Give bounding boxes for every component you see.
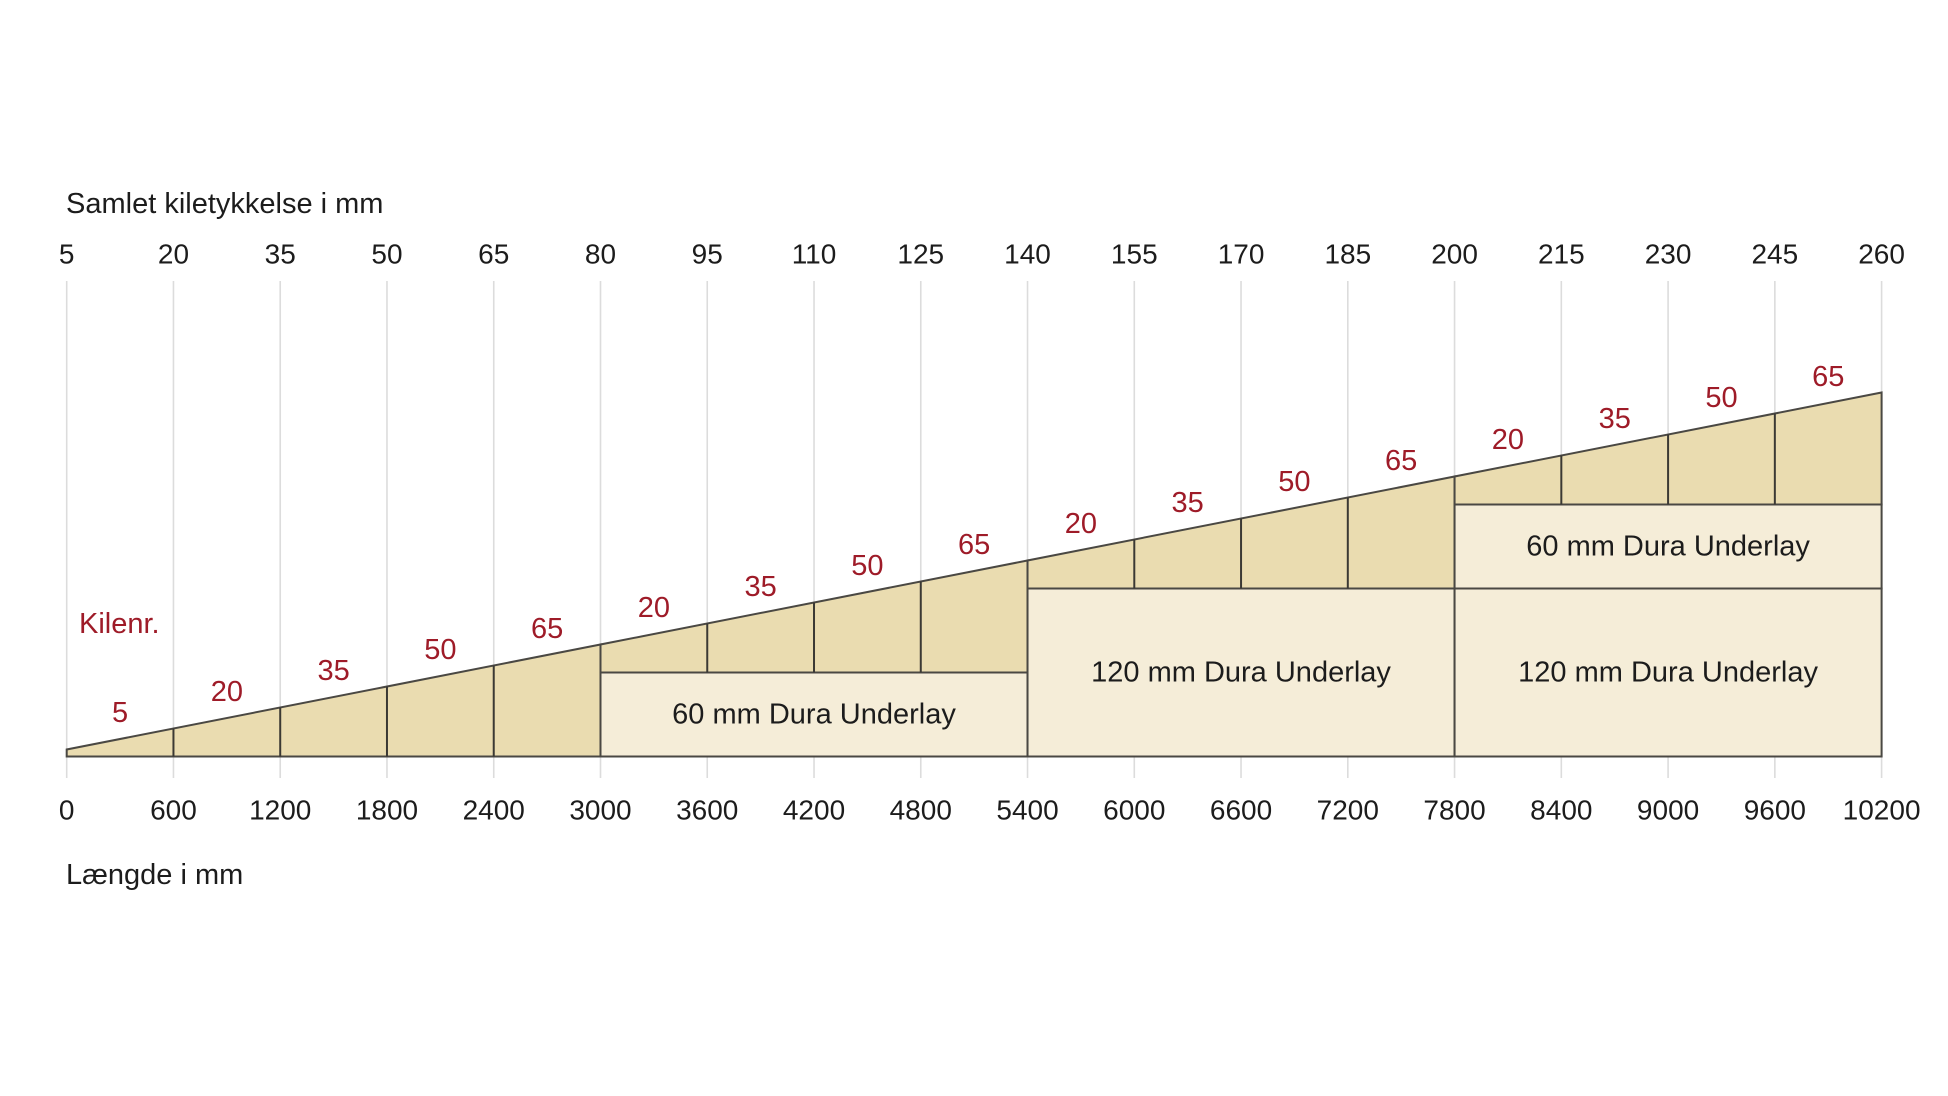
wedge-number-label: 20 <box>637 592 671 624</box>
top-axis-tick-label: 95 <box>691 238 723 270</box>
legend-kilenr-label: Kilenr. <box>79 608 160 640</box>
top-axis-tick-label: 110 <box>791 238 837 270</box>
bottom-axis-tick-label: 10200 <box>1842 794 1921 826</box>
top-axis-tick-label: 245 <box>1751 238 1799 270</box>
underlay-label: 60 mm Dura Underlay <box>1526 530 1810 563</box>
bottom-axis-tick-label: 5400 <box>996 794 1059 826</box>
wedge-number-label: 50 <box>851 550 884 582</box>
top-axis-tick-label: 140 <box>1004 238 1051 270</box>
wedge-number-label: 35 <box>317 655 350 687</box>
wedge-number-label: 65 <box>1385 445 1418 477</box>
top-axis-tick-label: 230 <box>1644 238 1692 270</box>
underlay-label: 60 mm Dura Underlay <box>672 698 956 731</box>
wedge-number-label: 50 <box>1278 466 1311 498</box>
bottom-axis-tick-label: 2400 <box>462 794 525 826</box>
top-axis-tick-label: 155 <box>1110 238 1158 270</box>
shape-layer <box>67 393 1882 757</box>
wedge-number-label: 65 <box>958 529 991 561</box>
bottom-axis-tick-label: 3000 <box>569 794 632 826</box>
top-axis-tick-label: 5 <box>58 238 75 270</box>
bottom-axis-tick-label: 600 <box>150 794 197 826</box>
bottom-axis-tick-label: 1200 <box>249 794 312 826</box>
bottom-axis-tick-label: 7200 <box>1316 794 1379 826</box>
wedge-number-label: 20 <box>1491 424 1525 456</box>
top-axis-tick-label: 125 <box>897 238 945 270</box>
bottom-axis-tick-label: 4800 <box>889 794 952 826</box>
wedge-number-label: 65 <box>1812 361 1845 393</box>
wedge-number-label: 20 <box>210 676 243 708</box>
top-axis-tick-label: 20 <box>157 238 190 270</box>
bottom-axis-tick-label: 6600 <box>1209 794 1273 826</box>
bottom-axis-tick-label: 4200 <box>782 794 846 826</box>
top-axis-tick-label: 170 <box>1217 238 1265 270</box>
wedge-number-label: 50 <box>424 634 457 666</box>
top-axis-tick-label: 65 <box>478 238 510 270</box>
wedge-number-label: 20 <box>1064 508 1098 540</box>
underlay-label: 120 mm Dura Underlay <box>1091 656 1391 689</box>
bottom-axis-tick-label: 0 <box>58 794 75 826</box>
wedge-number-label: 5 <box>112 697 129 729</box>
top-axis-tick-label: 200 <box>1431 238 1478 270</box>
top-axis-tick-label: 35 <box>264 238 296 270</box>
bottom-axis-tick-label: 1800 <box>355 794 419 826</box>
bottom-axis-tick-label: 7800 <box>1423 794 1486 826</box>
top-axis-tick-label: 185 <box>1324 238 1372 270</box>
bottom-axis-tick-label: 9600 <box>1743 794 1806 826</box>
wedge-number-label: 35 <box>744 571 777 603</box>
wedge-number-label: 35 <box>1598 403 1631 435</box>
wedge-number-label: 35 <box>1171 487 1204 519</box>
bottom-axis-tick-label: 8400 <box>1530 794 1593 826</box>
top-axis-title: Samlet kiletykkelse i mm <box>66 188 384 220</box>
bottom-axis-tick-label: 9000 <box>1636 794 1700 826</box>
bottom-axis-tick-label: 3600 <box>676 794 739 826</box>
bottom-axis-tick-label: 6000 <box>1103 794 1166 826</box>
underlay-label: 120 mm Dura Underlay <box>1518 656 1818 689</box>
wedge-number-label: 65 <box>530 613 564 645</box>
top-axis-tick-label: 215 <box>1537 238 1585 270</box>
wedge-number-label: 50 <box>1705 382 1738 414</box>
top-axis-tick-label: 80 <box>584 238 617 270</box>
bottom-axis-title: Længde i mm <box>66 859 244 891</box>
top-axis-tick-label: 260 <box>1858 238 1905 270</box>
top-axis-tick-label: 50 <box>371 238 403 270</box>
